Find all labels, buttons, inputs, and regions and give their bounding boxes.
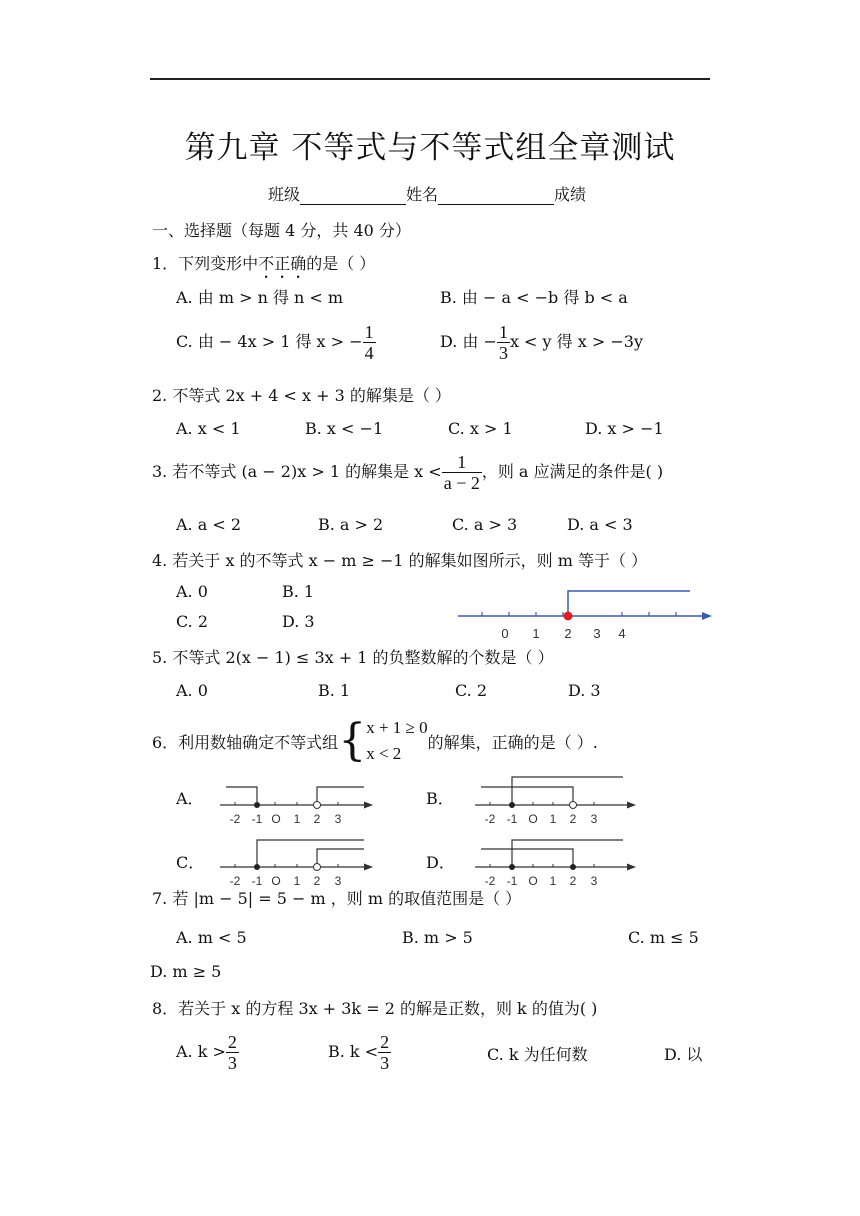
q8-b-text: B. k <	[328, 1042, 379, 1061]
q5-option-b[interactable]: B. 1	[318, 681, 351, 700]
q8-option-b[interactable]	[328, 1032, 391, 1073]
q3-frac-num: 1	[442, 452, 482, 473]
q6-stem-b: 的解集，正确的是（ ）.	[427, 732, 598, 752]
question-4-stem: 4. 若关于 x 的不等式 x − m ≥ −1 的解集如图所示，则 m 等于（ ）	[152, 551, 648, 570]
q1-d-text-a: D. 由 −	[440, 332, 497, 351]
q6-axis-label: 3	[590, 812, 598, 826]
q6-axis-label: -2	[484, 874, 496, 888]
question-1-stem	[152, 251, 375, 282]
q3-option-a[interactable]: A. a < 2	[176, 515, 242, 534]
question-7-stem: 7. 若 |m − 5| = 5 − m ，则 m 的取值范围是（ ）	[152, 889, 522, 908]
q5-option-c[interactable]: C. 2	[455, 681, 488, 700]
q7-option-c[interactable]: C. m ≤ 5	[628, 928, 699, 947]
q8-a-den: 3	[227, 1053, 237, 1073]
q1-d-fraction	[497, 322, 510, 363]
info-line	[268, 182, 586, 205]
q6-d-number-line	[473, 836, 643, 890]
q4-option-b[interactable]: B. 1	[282, 582, 315, 601]
q1-c-fraction	[363, 322, 376, 363]
q6-c-number-line	[218, 836, 378, 890]
q6-axis-label: O	[271, 812, 281, 826]
q2-option-d[interactable]: D. x > −1	[585, 419, 664, 438]
q3-option-d[interactable]: D. a < 3	[567, 515, 633, 534]
q6-axis-label: 1	[549, 812, 557, 826]
q6-axis-label: -1	[506, 874, 518, 888]
q6-axis-label: -1	[251, 874, 263, 888]
q6-brace: {	[338, 715, 367, 766]
q3-fraction	[442, 452, 482, 493]
section-heading: 一、选择题（每题 4 分，共 40 分）	[152, 221, 411, 240]
q8-b-fraction	[378, 1032, 391, 1073]
q8-b-num: 2	[380, 1032, 390, 1052]
q4-option-d[interactable]: D. 3	[282, 612, 315, 631]
q8-option-c[interactable]: C. k 为任何数	[487, 1045, 588, 1064]
q4-solid-point	[564, 612, 573, 621]
q6-axis-label: 2	[569, 812, 577, 826]
q6-option-c[interactable]: C．	[176, 853, 205, 872]
q8-a-fraction	[226, 1032, 239, 1073]
q6-system-line-1: x + 1 ≥ 0	[366, 718, 428, 737]
q6-axis-label: O	[528, 874, 538, 888]
header-rule	[150, 78, 710, 80]
q1-option-a[interactable]: A. 由 m > n 得 n < m	[176, 288, 344, 307]
q6-axis-label: 1	[293, 812, 301, 826]
q8-option-d[interactable]: D. 以	[664, 1045, 703, 1064]
q1-c-text: C. 由 − 4x > 1 得 x > −	[176, 332, 363, 351]
question-2-stem: 2. 不等式 2x + 4 < x + 3 的解集是（ ）	[152, 386, 451, 405]
q6-axis-label: 2	[313, 812, 321, 826]
q4-axis-label: 3	[593, 626, 601, 641]
q6-axis-label: 1	[549, 874, 557, 888]
q7-option-b[interactable]: B. m > 5	[402, 928, 473, 947]
q6-axis-label: O	[528, 812, 538, 826]
q6-axis-label: 3	[334, 874, 342, 888]
q7-option-d[interactable]: D. m ≥ 5	[150, 962, 222, 981]
score-label: 成绩	[554, 185, 587, 204]
q4-axis-label: 1	[532, 626, 540, 641]
q6-axis-label: 2	[313, 874, 321, 888]
q6-axis-label: 2	[569, 874, 577, 888]
q3-option-b[interactable]: B. a > 2	[318, 515, 384, 534]
q2-option-b[interactable]: B. x < −1	[305, 419, 384, 438]
q6-axis-label: -2	[484, 812, 496, 826]
q6-system-line-2: x < 2	[366, 744, 402, 763]
q4-option-a[interactable]: A. 0	[176, 582, 208, 601]
q8-b-den: 3	[380, 1053, 390, 1073]
class-label: 班级	[268, 185, 301, 204]
q6-axis-label: O	[271, 874, 281, 888]
q6-axis-label: -1	[251, 812, 263, 826]
q1-option-c[interactable]	[176, 322, 376, 363]
q6-option-a[interactable]: A．	[176, 789, 204, 808]
q5-option-d[interactable]: D. 3	[568, 681, 601, 700]
q1-c-num: 1	[364, 322, 374, 342]
q4-axis-label: 0	[501, 626, 509, 641]
q6-stem-a: 6．利用数轴确定不等式组	[152, 732, 339, 752]
question-5-stem: 5. 不等式 2(x − 1) ≤ 3x + 1 的负整数解的个数是（ ）	[152, 648, 554, 667]
class-blank[interactable]	[300, 188, 406, 205]
q3-stem-a: 3. 若不等式 (a − 2)x > 1 的解集是 x <	[152, 462, 442, 481]
q1-stem-a: 1．下列变形中	[152, 254, 259, 273]
q8-a-num: 2	[227, 1032, 237, 1052]
q4-axis-label: 4	[618, 626, 626, 641]
q8-option-a[interactable]	[176, 1032, 239, 1073]
q6-axis-label: 1	[293, 874, 301, 888]
q4-axis-label: 2	[564, 626, 572, 641]
q6-option-b[interactable]: B．	[426, 789, 454, 808]
q7-option-a[interactable]: A. m < 5	[176, 928, 247, 947]
q4-option-c[interactable]: C. 2	[176, 612, 209, 631]
q6-axis-label: 3	[590, 874, 598, 888]
q1-c-den: 4	[364, 343, 374, 363]
q2-option-c[interactable]: C. x > 1	[448, 419, 513, 438]
page-title: 第九章 不等式与不等式组全章测试	[184, 130, 676, 166]
q6-b-number-line	[473, 772, 643, 826]
q1-option-d[interactable]	[440, 322, 643, 363]
q6-axis-label: -2	[229, 812, 241, 826]
question-8-stem: 8．若关于 x 的方程 3x + 3k = 2 的解是正数，则 k 的值为( )	[152, 999, 598, 1018]
q1-d-den: 3	[498, 343, 508, 363]
q8-a-text: A. k >	[176, 1042, 226, 1061]
q3-stem-b: ，则 a 应满足的条件是( )	[481, 462, 664, 481]
q6-axis-label: -2	[229, 874, 241, 888]
q2-option-a[interactable]: A. x < 1	[176, 419, 241, 438]
q6-option-d[interactable]: D．	[426, 853, 455, 872]
q5-option-a[interactable]: A. 0	[176, 681, 208, 700]
q1-stem-b: 的是（ ）	[306, 254, 376, 273]
name-blank[interactable]	[438, 188, 554, 205]
q3-option-c[interactable]: C. a > 3	[452, 515, 518, 534]
q1-option-b[interactable]: B. 由 − a < −b 得 b < a	[440, 288, 628, 307]
q1-d-text-b: x < y 得 x > −3y	[509, 332, 643, 351]
q3-frac-den: a − 2	[443, 473, 480, 493]
name-label: 姓名	[406, 185, 439, 204]
q1-emphasis: 不正确	[258, 254, 307, 273]
q4-number-line	[450, 582, 720, 646]
q6-axis-label: -1	[506, 812, 518, 826]
q1-d-num: 1	[498, 322, 508, 342]
q6-a-number-line	[218, 778, 378, 826]
question-3-stem	[152, 452, 663, 493]
question-6-stem	[152, 713, 598, 769]
q6-axis-label: 3	[334, 812, 342, 826]
q6-system	[366, 715, 427, 767]
